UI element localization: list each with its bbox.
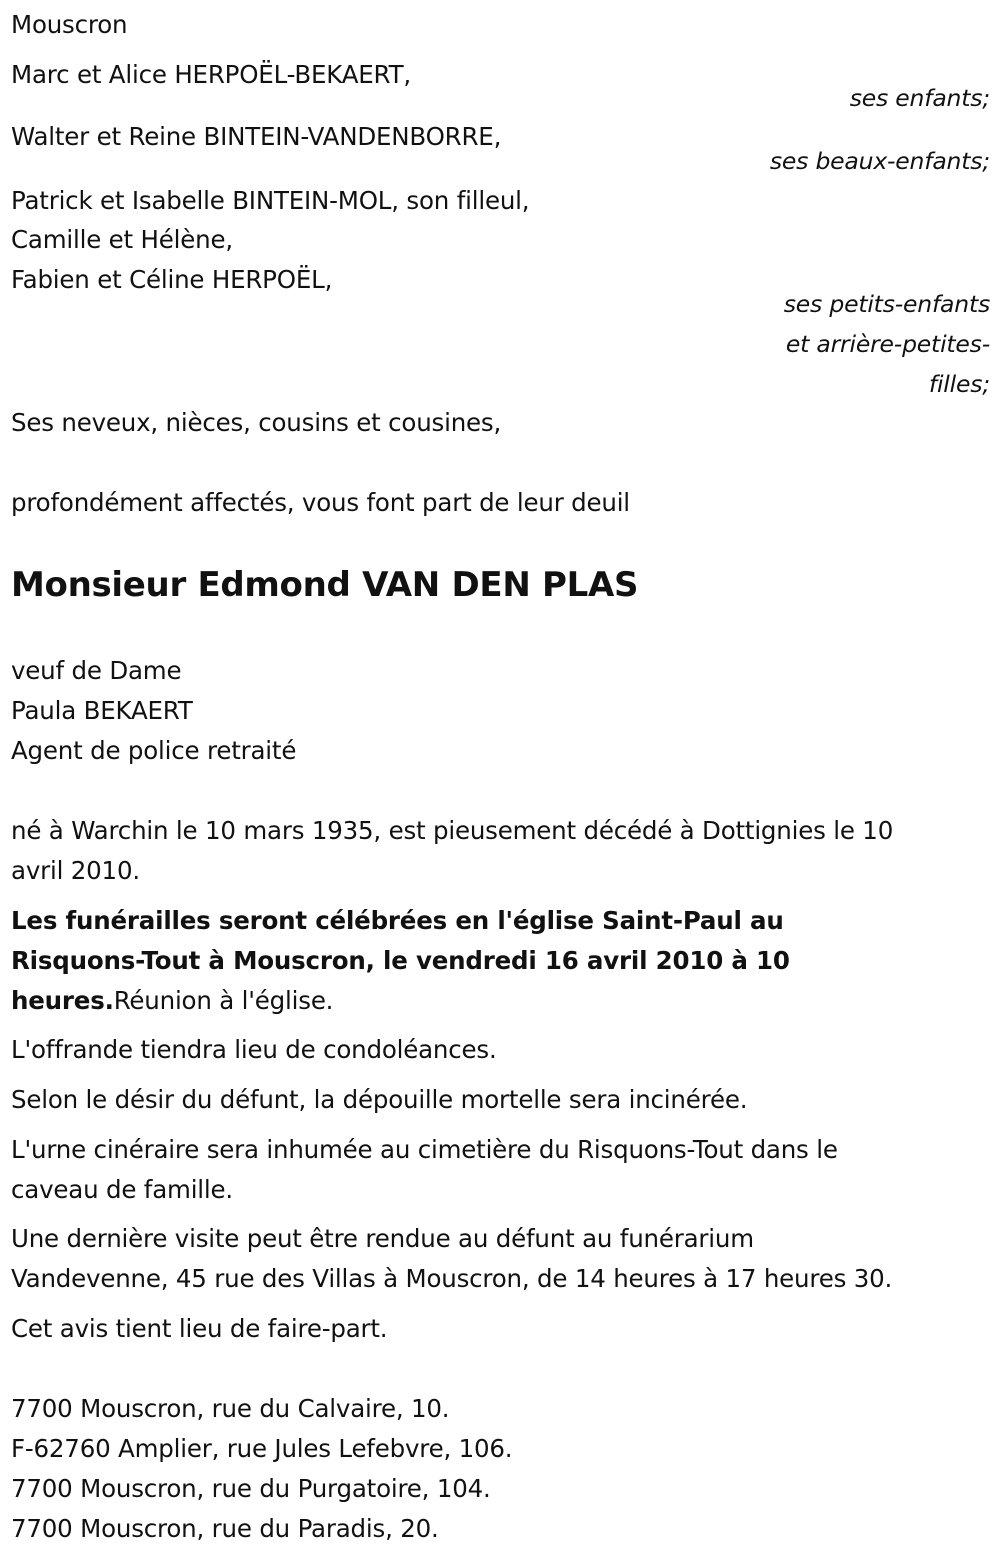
city-heading: Mouscron [11, 10, 128, 39]
urn-line-2: caveau de famille. [11, 1175, 233, 1204]
occupation: Agent de police retraité [11, 736, 297, 765]
offering-line: L'offrande tiendra lieu de condoléances. [11, 1035, 497, 1064]
funeral-line-2: Risquons-Tout à Mouscron, le vendredi 16 avril 2010 à 10 [11, 946, 790, 975]
cremation-line: Selon le désir du défunt, la dépouille mortelle sera incinérée. [11, 1085, 748, 1114]
funeral-time-end: heures. [11, 986, 114, 1015]
address-4: 7700 Mouscron, rue du Paradis, 20. [11, 1514, 439, 1543]
grandchildren-relation-1: ses petits-enfants [783, 290, 990, 318]
birth-death-line-2: avril 2010. [11, 856, 140, 885]
in-laws-names: Walter et Reine BINTEIN-VANDENBORRE, [11, 122, 502, 151]
announcement-line: profondément affectés, vous font part de leur deuil [11, 488, 630, 517]
grandchildren-relation-2: et arrière-petites- [785, 330, 990, 358]
children-relation: ses enfants; [849, 84, 990, 112]
address-2: F-62760 Amplier, rue Jules Lefebvre, 106. [11, 1434, 513, 1463]
widower-line: veuf de Dame [11, 656, 182, 685]
deceased-name: Monsieur Edmond VAN DEN PLAS [11, 565, 639, 605]
visit-line-1: Une dernière visite peut être rendue au défunt au funérarium [11, 1224, 754, 1253]
funeral-line-3 [11, 981, 333, 1021]
funeral-line-1: Les funérailles seront célébrées en l'église Saint-Paul au [11, 906, 784, 935]
spouse-name: Paula BEKAERT [11, 696, 193, 725]
in-laws-relation: ses beaux-enfants; [769, 147, 990, 175]
visit-line-2: Vandevenne, 45 rue des Villas à Mouscron, de 14 heures à 17 heures 30. [11, 1264, 893, 1293]
birth-death-line-1: né à Warchin le 10 mars 1935, est pieusement décédé à Dottignies le 10 [11, 816, 894, 845]
relatives-line: Ses neveux, nièces, cousins et cousines, [11, 408, 502, 437]
urn-line-1: L'urne cinéraire sera inhumée au cimetière du Risquons-Tout dans le [11, 1135, 838, 1164]
notice-line: Cet avis tient lieu de faire-part. [11, 1314, 388, 1343]
grandchild-line-3: Fabien et Céline HERPOËL, [11, 265, 333, 294]
meeting-note: Réunion à l'église. [113, 986, 334, 1015]
children-names: Marc et Alice HERPOËL-BEKAERT, [11, 60, 411, 89]
grandchildren-relation-3: filles; [928, 370, 990, 398]
grandchild-line-1: Patrick et Isabelle BINTEIN-MOL, son filleul, [11, 186, 530, 215]
grandchild-line-2: Camille et Hélène, [11, 225, 233, 254]
address-3: 7700 Mouscron, rue du Purgatoire, 104. [11, 1474, 491, 1503]
address-1: 7700 Mouscron, rue du Calvaire, 10. [11, 1394, 450, 1423]
